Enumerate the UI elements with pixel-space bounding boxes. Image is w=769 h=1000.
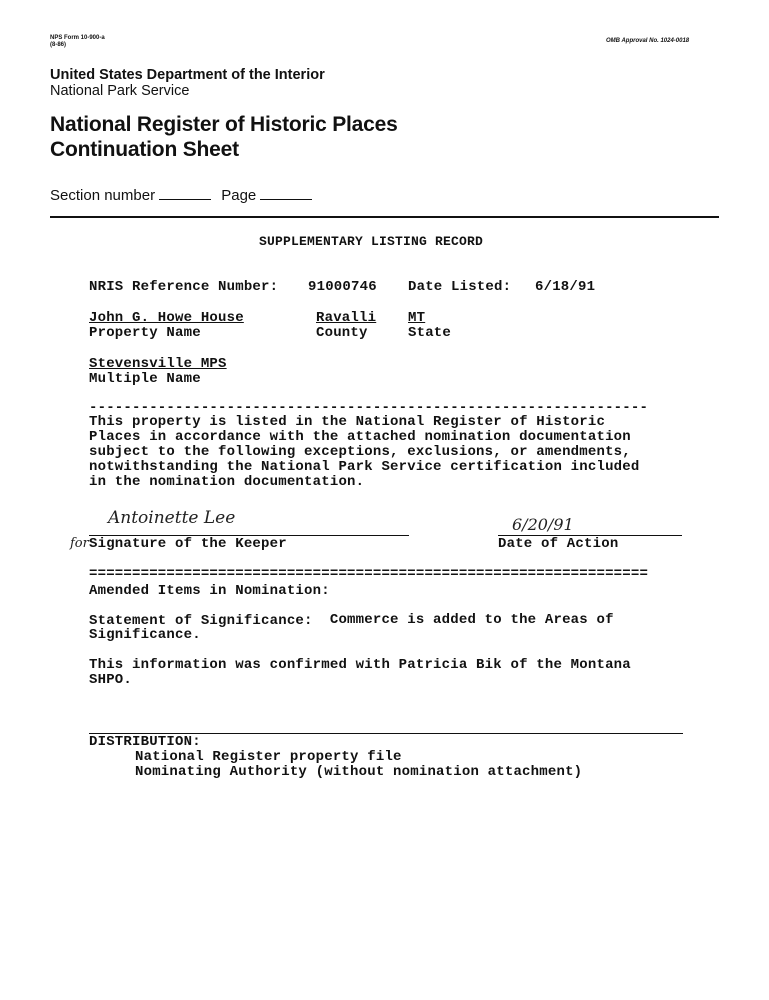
page-blank <box>260 198 312 200</box>
property-name-label: Property Name <box>89 325 201 341</box>
form-number: NPS Form 10-900-a <box>50 35 105 41</box>
signature-prefix: for <box>70 536 89 551</box>
page-label: Page <box>221 187 257 204</box>
department-name: United States Department of the Interior <box>50 67 325 83</box>
section-number-blank <box>159 198 211 200</box>
multiple-name: Stevensville MPS <box>89 356 227 372</box>
state-label: State <box>408 325 452 341</box>
significance-value: Commerce is added to the Areas of Significance. <box>89 612 614 643</box>
county-name: Ravalli <box>316 310 377 326</box>
action-date-handwritten: 6/20/91 <box>512 515 574 534</box>
state-name: MT <box>408 310 426 326</box>
significance-text <box>89 613 614 643</box>
dash-rule: ----------------------------------------------------------------- <box>89 400 649 416</box>
nris-value: 91000746 <box>308 279 377 295</box>
distribution-heading: DISTRIBUTION: <box>89 734 201 750</box>
amended-heading: Amended Items in Nomination: <box>89 583 330 599</box>
date-listed-value: 6/18/91 <box>535 279 596 295</box>
multiple-name-label: Multiple Name <box>89 371 201 387</box>
keeper-signature: Antoinette Lee <box>108 508 236 528</box>
property-name: John G. Howe House <box>89 310 244 326</box>
county-label: County <box>316 325 368 341</box>
date-listed-label: Date Listed: <box>408 279 512 295</box>
distribution-item: National Register property file <box>135 749 402 765</box>
distribution-item: Nominating Authority (without nomination attachment) <box>135 764 583 780</box>
significance-label: Statement of Significance: <box>89 613 313 629</box>
service-name: National Park Service <box>50 83 190 99</box>
double-rule: ================================================================= <box>89 566 649 582</box>
record-heading: SUPPLEMENTARY LISTING RECORD <box>259 234 484 249</box>
signature-label: Signature of the Keeper <box>89 536 287 552</box>
form-revision: (8-86) <box>50 42 67 48</box>
page-title: National Register of Historic Places <box>50 113 398 136</box>
section-number-label: Section number <box>50 187 156 204</box>
listing-statement: This property is listed in the National Register of Historic Places in accordance with the attached nomination documentation subject to the following exceptions, exclusions, or amendments, notwithstanding the National Park Service certification included in the nomination documentation. <box>89 414 640 490</box>
action-date-label: Date of Action <box>498 536 619 552</box>
nris-label: NRIS Reference Number: <box>89 279 279 295</box>
page-subtitle: Continuation Sheet <box>50 138 239 161</box>
omb-approval: OMB Approval No. 1024-0018 <box>606 38 690 44</box>
section-page-line <box>50 187 318 204</box>
confirmation-text: This information was confirmed with Patricia Bik of the Montana SHPO. <box>89 657 631 688</box>
header-rule <box>50 216 719 218</box>
